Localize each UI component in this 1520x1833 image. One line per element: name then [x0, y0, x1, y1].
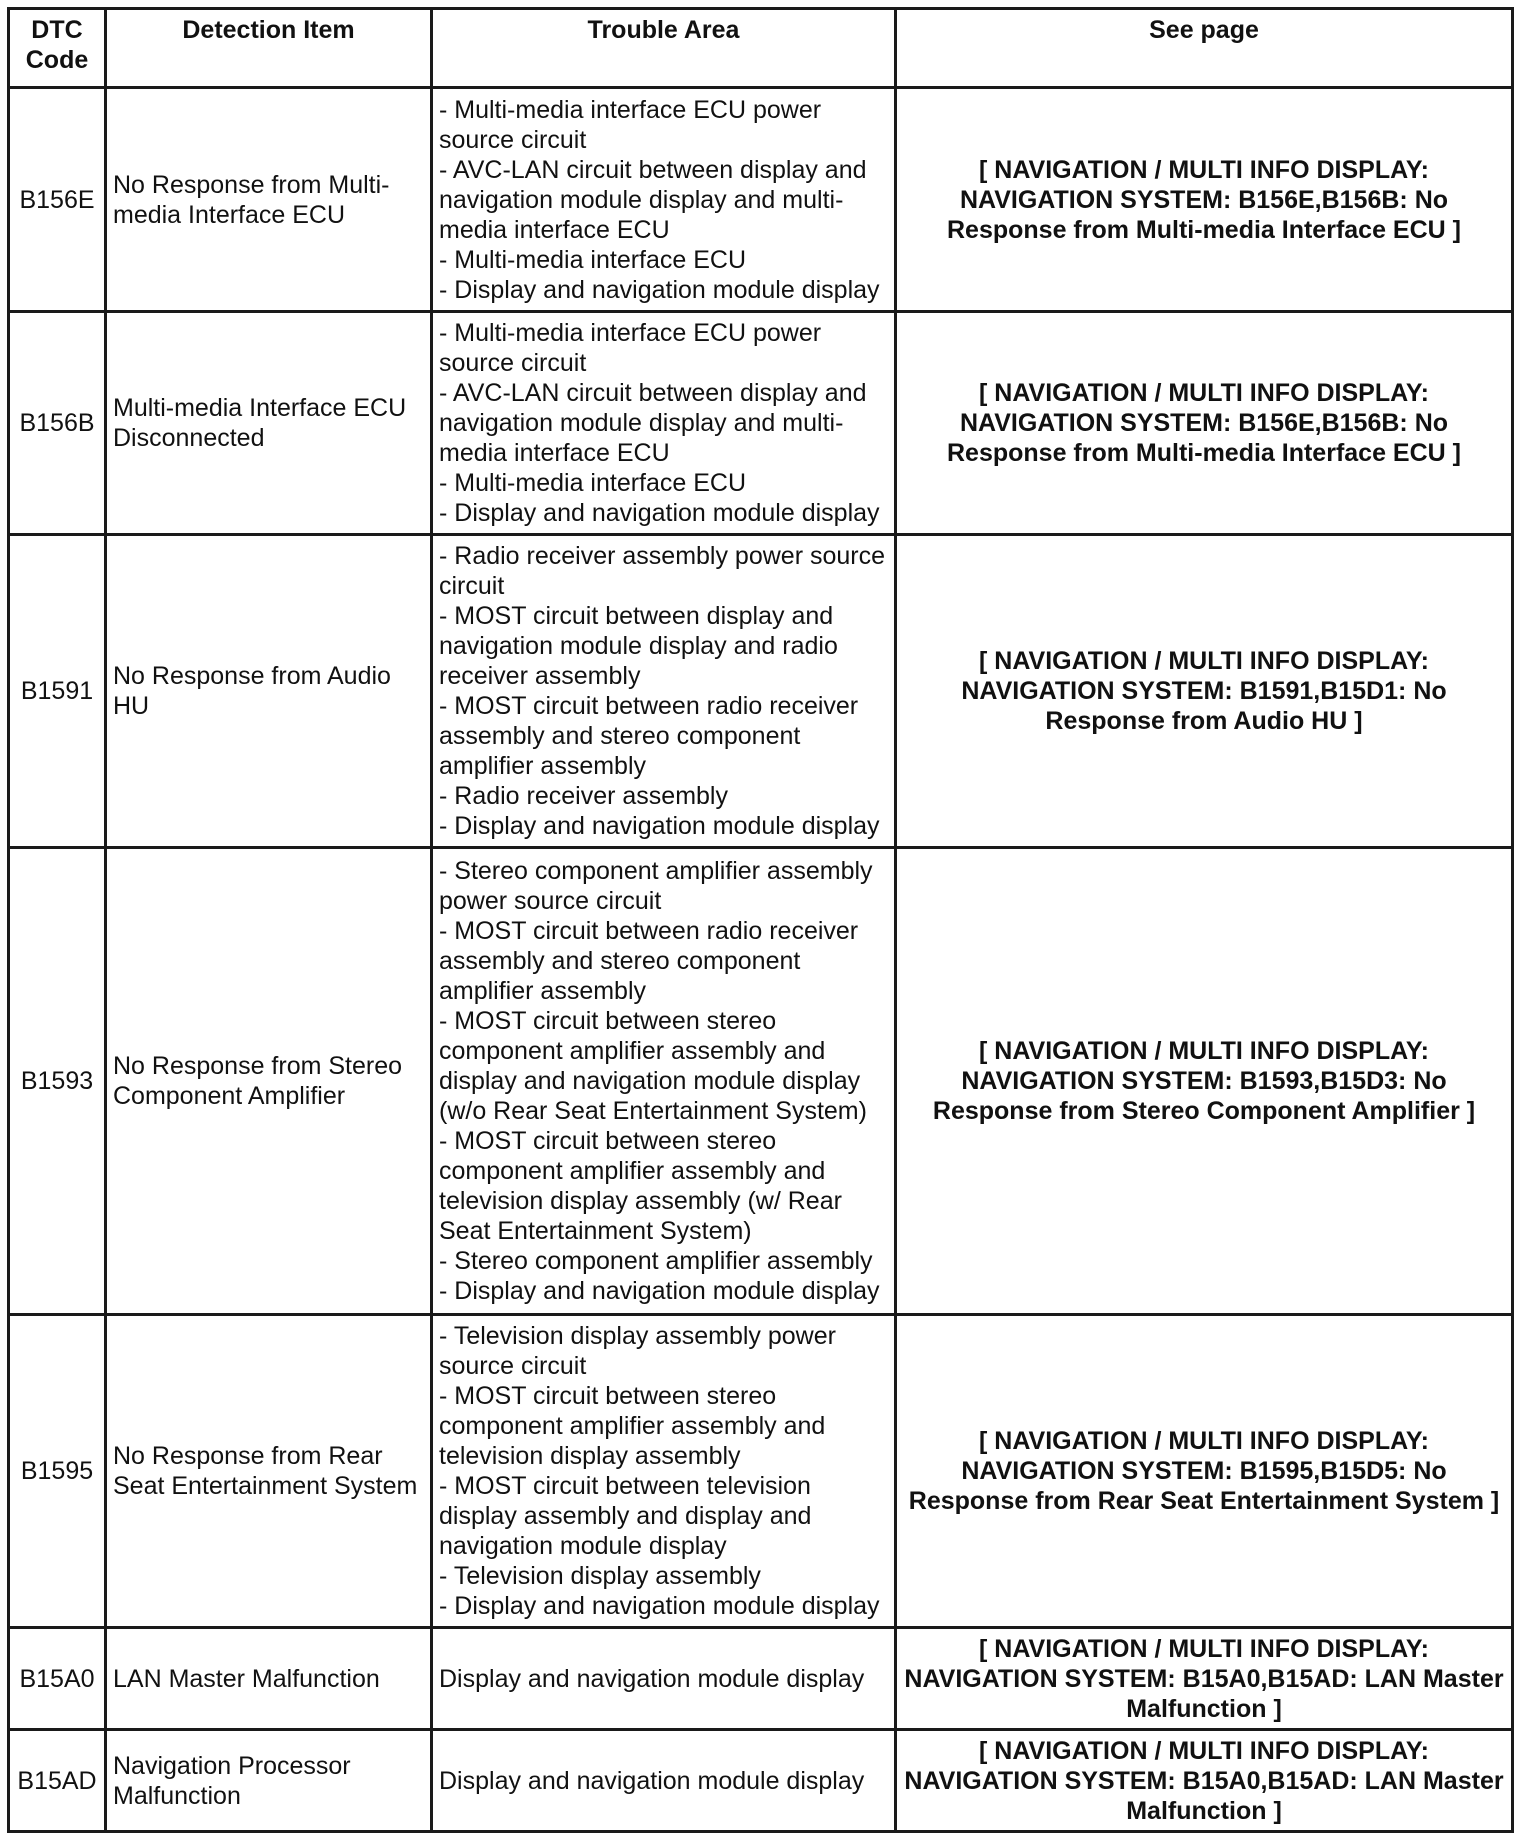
- trouble-area: [432, 1730, 896, 1832]
- dtc-code: B1595: [9, 1315, 106, 1628]
- detection-item: Multi-media Interface ECU Disconnected: [106, 312, 432, 535]
- trouble-area-line: - AVC-LAN circuit between display and navigation module display and multi-media interface ECU: [439, 379, 867, 467]
- see-page-link[interactable]: [ NAVIGATION / MULTI INFO DISPLAY: NAVIGATION SYSTEM: B15A0,B15AD: LAN Master Malfunction ]: [896, 1730, 1513, 1832]
- dtc-code: B1591: [9, 535, 106, 848]
- trouble-area-line: - Multi-media interface ECU: [439, 469, 747, 497]
- trouble-area: [432, 88, 896, 312]
- detection-item: No Response from Rear Seat Entertainment System: [106, 1315, 432, 1628]
- dtc-code: B156E: [9, 88, 106, 312]
- trouble-area-line: Display and navigation module display: [439, 1664, 865, 1693]
- table-row: [9, 848, 1513, 1315]
- trouble-area-line: - Multi-media interface ECU power source circuit: [439, 95, 822, 154]
- header-detection-item: Detection Item: [106, 9, 432, 88]
- dtc-code: B1593: [9, 848, 106, 1315]
- header-row: [9, 9, 1513, 88]
- see-page-link[interactable]: [ NAVIGATION / MULTI INFO DISPLAY: NAVIGATION SYSTEM: B1591,B15D1: No Response from Audio HU ]: [896, 535, 1513, 848]
- dtc-code: B15AD: [9, 1730, 106, 1832]
- trouble-area-line: - Multi-media interface ECU power source circuit: [439, 319, 822, 377]
- trouble-area: [432, 312, 896, 535]
- trouble-area-line: - AVC-LAN circuit between display and navigation module display and multi-media interface ECU: [439, 155, 867, 244]
- trouble-area-line: - MOST circuit between radio receiver assembly and stereo component amplifier assembly: [439, 917, 859, 1005]
- see-page-link[interactable]: [ NAVIGATION / MULTI INFO DISPLAY: NAVIGATION SYSTEM: B1593,B15D3: No Response from Stereo Component Amplifier ]: [896, 848, 1513, 1315]
- trouble-area: [432, 535, 896, 848]
- trouble-area: [432, 848, 896, 1315]
- trouble-area-line: - Display and navigation module display: [439, 275, 880, 304]
- trouble-area-line: - Display and navigation module display: [439, 1277, 880, 1305]
- trouble-area-line: - Multi-media interface ECU: [439, 245, 747, 274]
- see-page-link[interactable]: [ NAVIGATION / MULTI INFO DISPLAY: NAVIGATION SYSTEM: B156E,B156B: No Response from Multi-media Interface ECU ]: [896, 88, 1513, 312]
- trouble-area: [432, 1315, 896, 1628]
- detection-item: No Response from Audio HU: [106, 535, 432, 848]
- trouble-area-line: - Display and navigation module display: [439, 812, 880, 840]
- trouble-area-line: Display and navigation module display: [439, 1766, 865, 1795]
- trouble-area-line: - Stereo component amplifier assembly power source circuit: [439, 857, 873, 915]
- table-row: [9, 1315, 1513, 1628]
- header-trouble-area: Trouble Area: [432, 9, 896, 88]
- see-page-link[interactable]: [ NAVIGATION / MULTI INFO DISPLAY: NAVIGATION SYSTEM: B1595,B15D5: No Response from Rear Seat Entertainment System ]: [896, 1315, 1513, 1628]
- trouble-area-line: - MOST circuit between radio receiver assembly and stereo component amplifier assembly: [439, 692, 859, 780]
- detection-item: Navigation Processor Malfunction: [106, 1730, 432, 1832]
- trouble-area-line: - MOST circuit between display and navigation module display and radio receiver assembly: [439, 602, 838, 690]
- trouble-area-line: - MOST circuit between television display assembly and display and navigation module display: [439, 1472, 812, 1560]
- trouble-area-line: - MOST circuit between stereo component amplifier assembly and television display assembly (w/ Rear Seat Entertainment System): [439, 1127, 842, 1245]
- trouble-area-line: - MOST circuit between stereo component amplifier assembly and display and navigation module display (w/o Rear Seat Entertainment System): [439, 1007, 867, 1125]
- dtc-code: B15A0: [9, 1628, 106, 1730]
- trouble-area-line: - MOST circuit between stereo component amplifier assembly and television display assembly: [439, 1382, 826, 1470]
- table-row: [9, 1730, 1513, 1832]
- dtc-code: B156B: [9, 312, 106, 535]
- header-see-page: See page: [896, 9, 1513, 88]
- header-dtc-code: DTC Code: [9, 9, 106, 88]
- table-row: [9, 1628, 1513, 1730]
- see-page-link[interactable]: [ NAVIGATION / MULTI INFO DISPLAY: NAVIGATION SYSTEM: B156E,B156B: No Response from Multi-media Interface ECU ]: [896, 312, 1513, 535]
- table-row: [9, 535, 1513, 848]
- detection-item: No Response from Multi-media Interface ECU: [106, 88, 432, 312]
- detection-item: LAN Master Malfunction: [106, 1628, 432, 1730]
- trouble-area-line: - Television display assembly power source circuit: [439, 1322, 836, 1380]
- trouble-area: [432, 1628, 896, 1730]
- trouble-area-line: - Stereo component amplifier assembly: [439, 1247, 873, 1275]
- trouble-area-line: - Radio receiver assembly power source circuit: [439, 542, 886, 600]
- table-row: [9, 312, 1513, 535]
- trouble-area-line: - Display and navigation module display: [439, 1592, 880, 1620]
- dtc-table: [7, 7, 1514, 1833]
- see-page-link[interactable]: [ NAVIGATION / MULTI INFO DISPLAY: NAVIGATION SYSTEM: B15A0,B15AD: LAN Master Malfunction ]: [896, 1628, 1513, 1730]
- detection-item: No Response from Stereo Component Amplifier: [106, 848, 432, 1315]
- trouble-area-line: - Radio receiver assembly: [439, 782, 728, 810]
- trouble-area-line: - Display and navigation module display: [439, 499, 880, 527]
- trouble-area-line: - Television display assembly: [439, 1562, 761, 1590]
- table-row: [9, 88, 1513, 312]
